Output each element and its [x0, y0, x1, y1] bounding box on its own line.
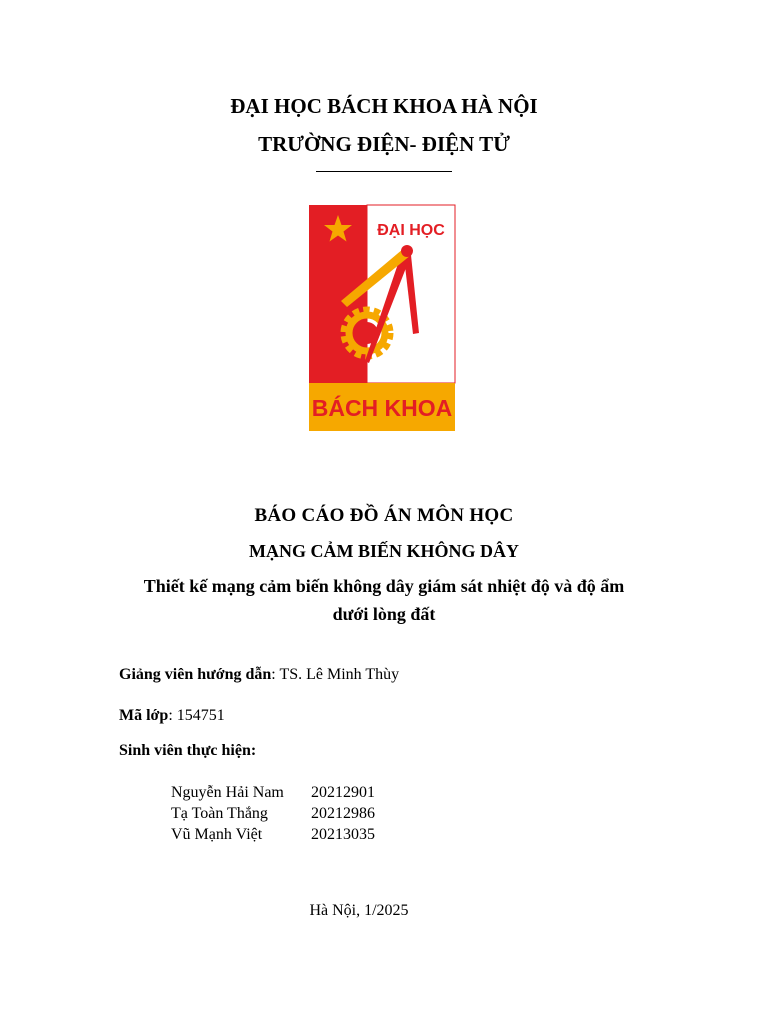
class-code-label: Mã lớp	[119, 707, 169, 724]
student-name: Vũ Mạnh Việt	[171, 826, 263, 843]
student-name: Nguyễn Hải Nam	[171, 784, 284, 801]
header-divider	[316, 171, 452, 172]
lecturer-label: Giảng viên hướng dẫn	[119, 666, 272, 683]
project-title-line-1: Thiết kế mạng cảm biến không dây giám sát nhiệt độ và độ ẩm	[143, 576, 625, 596]
place-and-date: Hà Nội, 1/2025	[309, 902, 409, 919]
student-name: Tạ Toàn Thắng	[171, 805, 268, 822]
bach-khoa-logo	[307, 203, 457, 432]
lecturer-info	[119, 666, 399, 684]
course-title: MẠNG CẢM BIẾN KHÔNG DÂY	[249, 541, 519, 561]
student-row	[171, 805, 375, 823]
logo-top-text: ĐẠI HỌC	[377, 222, 445, 239]
student-id: 20212986	[311, 805, 375, 822]
report-type-title: BÁO CÁO ĐỒ ÁN MÔN HỌC	[254, 505, 514, 526]
students-label: Sinh viên thực hiện:	[119, 742, 257, 759]
logo-bottom-text: BÁCH KHOA	[311, 395, 453, 421]
project-title-line-2: dưới lòng đất	[332, 604, 436, 624]
class-code-info	[119, 707, 225, 725]
student-id: 20212901	[311, 784, 375, 801]
lecturer-value: : TS. Lê Minh Thùy	[271, 666, 400, 683]
school-name: TRƯỜNG ĐIỆN- ĐIỆN TỬ	[258, 132, 510, 156]
university-name: ĐẠI HỌC BÁCH KHOA HÀ NỘI	[230, 94, 538, 118]
student-id: 20213035	[311, 826, 375, 843]
student-row	[171, 784, 375, 802]
class-code-value: : 154751	[168, 707, 225, 724]
student-row	[171, 826, 375, 844]
